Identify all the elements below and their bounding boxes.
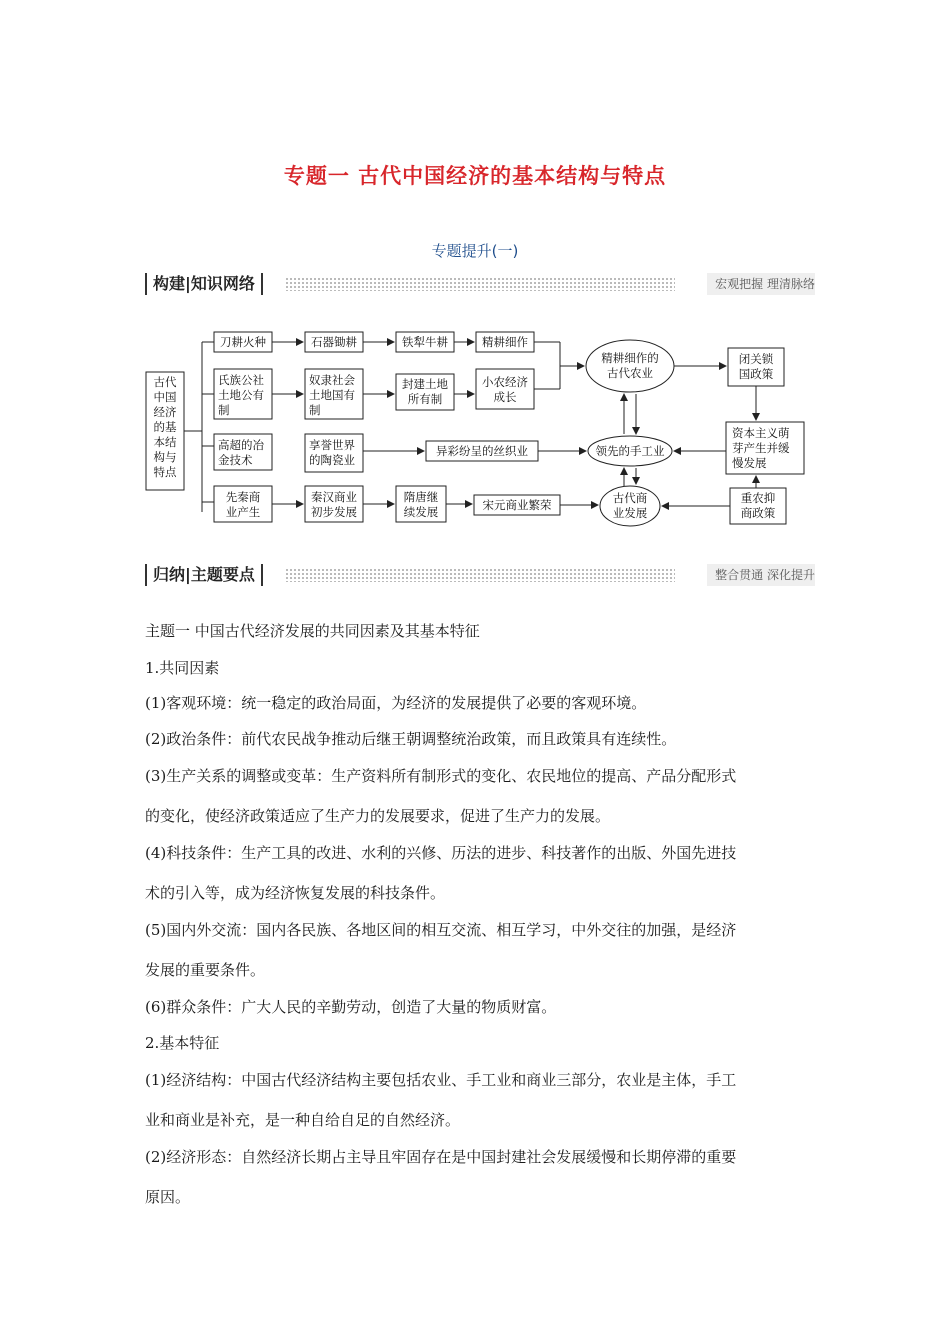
svg-text:所有制: 所有制 [407, 392, 443, 406]
svg-text:的陶瓷业: 的陶瓷业 [309, 453, 355, 467]
svg-text:享誉世界: 享誉世界 [309, 438, 355, 452]
dotted-divider [285, 568, 675, 582]
diagram-root-text: 古代 [153, 375, 177, 389]
svg-text:精耕细作的: 精耕细作的 [601, 351, 659, 365]
svg-text:经济: 经济 [153, 405, 177, 419]
paragraph: (1)客观环境：统一稳定的政治局面，为经济的发展提供了必要的客观环境。 [145, 694, 647, 712]
svg-text:芽产生并缓: 芽产生并缓 [732, 441, 790, 455]
paragraph: 的变化，使经济政策适应了生产力的发展要求，促进了生产力的发展。 [145, 807, 611, 825]
page-subtitle: 专题提升(一) [431, 242, 519, 260]
svg-text:特点: 特点 [153, 465, 177, 479]
svg-text:精耕细作: 精耕细作 [482, 335, 528, 349]
svg-text:氏族公社: 氏族公社 [218, 373, 264, 387]
section-label: 构建|知识网络 [145, 273, 263, 295]
svg-text:土地国有: 土地国有 [309, 388, 355, 402]
svg-text:古代农业: 古代农业 [607, 366, 653, 380]
svg-text:高超的冶: 高超的冶 [218, 438, 264, 452]
svg-text:中国: 中国 [153, 390, 177, 404]
paragraph: (6)群众条件：广大人民的辛勤劳动，创造了大量的物质财富。 [145, 998, 557, 1016]
svg-text:初步发展: 初步发展 [311, 505, 357, 519]
svg-text:成长: 成长 [493, 390, 517, 404]
svg-text:业产生: 业产生 [225, 505, 261, 519]
section-label: 归纳|主题要点 [145, 564, 263, 586]
svg-text:商政策: 商政策 [740, 506, 776, 520]
svg-text:制: 制 [218, 403, 230, 417]
svg-text:闭关锁: 闭关锁 [738, 352, 774, 366]
knowledge-network-diagram [140, 322, 820, 532]
paragraph: 发展的重要条件。 [145, 961, 266, 979]
svg-text:宋元商业繁荣: 宋元商业繁荣 [482, 498, 552, 512]
section-slogan: 宏观把握 理清脉络 [707, 273, 815, 295]
svg-text:隋唐继: 隋唐继 [403, 490, 439, 504]
svg-text:续发展: 续发展 [403, 505, 439, 519]
svg-text:制: 制 [309, 403, 321, 417]
svg-text:土地公有: 土地公有 [218, 388, 264, 402]
svg-text:刀耕火种: 刀耕火种 [220, 335, 266, 349]
paragraph: (5)国内外交流：国内各民族、各地区间的相互交流、相互学习，中外交往的加强，是经济 [145, 921, 737, 939]
section-header-key-points [145, 564, 815, 586]
paragraph: 术的引入等，成为经济恢复发展的科技条件。 [145, 884, 446, 902]
paragraph: (3)生产关系的调整或变革：生产资料所有制形式的变化、农民地位的提高、产品分配形式 [145, 767, 737, 785]
paragraph: (4)科技条件：生产工具的改进、水利的兴修、历法的进步、科技著作的出版、外国先进技 [145, 844, 737, 862]
svg-text:慢发展: 慢发展 [732, 456, 767, 470]
svg-text:异彩纷呈的丝织业: 异彩纷呈的丝织业 [436, 444, 528, 458]
svg-text:小农经济: 小农经济 [482, 375, 528, 389]
svg-text:金技术: 金技术 [218, 453, 253, 467]
svg-text:业发展: 业发展 [612, 506, 648, 520]
svg-text:国政策: 国政策 [738, 367, 774, 381]
svg-text:领先的手工业: 领先的手工业 [595, 444, 665, 458]
dotted-divider [285, 277, 675, 291]
svg-text:古代商: 古代商 [612, 491, 648, 505]
paragraph: 原因。 [145, 1188, 191, 1206]
paragraph: (1)经济结构：中国古代经济结构主要包括农业、手工业和商业三部分，农业是主体，手工 [145, 1071, 737, 1089]
svg-text:先秦商: 先秦商 [225, 490, 261, 504]
svg-text:石器锄耕: 石器锄耕 [311, 335, 357, 349]
svg-text:的基: 的基 [153, 420, 177, 434]
svg-text:资本主义萌: 资本主义萌 [732, 426, 790, 440]
paragraph: (2)经济形态：自然经济长期占主导且牢固存在是中国封建社会发展缓慢和长期停滞的重要 [145, 1148, 737, 1166]
svg-text:封建土地: 封建土地 [402, 377, 448, 391]
section-heading: 1.共同因素 [145, 659, 220, 677]
theme-heading: 主题一 中国古代经济发展的共同因素及其基本特征 [145, 622, 480, 640]
svg-text:秦汉商业: 秦汉商业 [311, 490, 357, 504]
svg-text:重农抑: 重农抑 [740, 491, 776, 505]
svg-text:构与: 构与 [153, 450, 177, 464]
page-title: 专题一 古代中国经济的基本结构与特点 [283, 164, 667, 188]
paragraph: (2)政治条件：前代农民战争推动后继王朝调整统治政策，而且政策具有连续性。 [145, 730, 677, 748]
svg-text:铁犁牛耕: 铁犁牛耕 [402, 335, 448, 349]
section-heading: 2.基本特征 [145, 1034, 220, 1052]
section-slogan: 整合贯通 深化提升 [707, 564, 815, 586]
paragraph: 业和商业是补充，是一种自给自足的自然经济。 [145, 1111, 461, 1129]
svg-text:本结: 本结 [153, 435, 177, 449]
section-header-knowledge-network [145, 273, 815, 295]
svg-text:奴隶社会: 奴隶社会 [309, 373, 355, 387]
